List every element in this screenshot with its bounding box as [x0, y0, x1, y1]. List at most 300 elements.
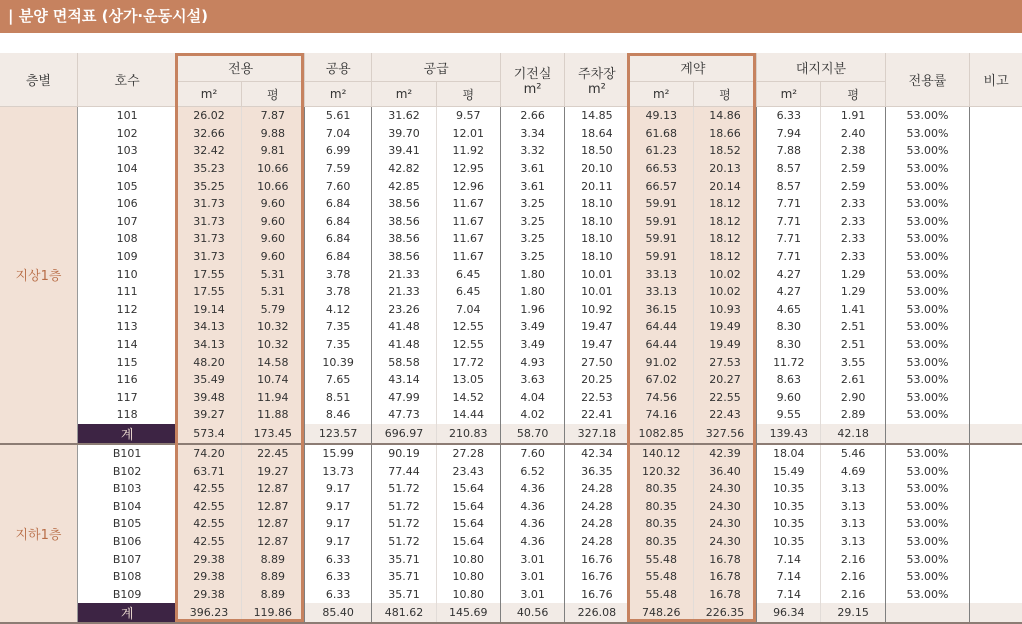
cell-contract-m2: 66.53 [629, 160, 693, 178]
cell-exclusive-m2: 26.02 [177, 107, 241, 125]
total-ratio [885, 603, 969, 623]
cell-contract-m2: 61.23 [629, 142, 693, 160]
cell-supply-pyeong: 6.45 [436, 283, 500, 301]
cell-electrical-m2: 2.66 [500, 107, 564, 125]
table-row [0, 336, 1022, 354]
cell-common-m2: 13.73 [304, 462, 371, 480]
cell-land-pyeong: 2.33 [821, 248, 885, 266]
cell-common-m2: 8.51 [304, 389, 371, 407]
cell-electrical-m2: 3.34 [500, 125, 564, 143]
cell-unit: 104 [77, 160, 176, 178]
cell-note [970, 213, 1022, 231]
cell-contract-pyeong: 22.55 [693, 389, 756, 407]
cell-land-pyeong: 2.89 [821, 406, 885, 424]
floor-label: 지상1층 [0, 107, 77, 444]
table-row [0, 248, 1022, 266]
cell-supply-pyeong: 17.72 [436, 353, 500, 371]
cell-land-m2: 7.88 [757, 142, 821, 160]
cell-land-pyeong: 3.13 [821, 497, 885, 515]
cell-common-m2: 6.33 [304, 568, 371, 586]
cell-land-m2: 7.71 [757, 248, 821, 266]
cell-supply-pyeong: 12.95 [436, 160, 500, 178]
cell-exclusive-m2: 17.55 [177, 265, 241, 283]
cell-note [970, 125, 1022, 143]
cell-note [970, 248, 1022, 266]
cell-contract-pyeong: 24.30 [693, 497, 756, 515]
cell-supply-m2: 43.14 [372, 371, 436, 389]
total-exclusive-m2: 573.4 [177, 424, 241, 444]
cell-note [970, 533, 1022, 551]
cell-land-m2: 6.33 [757, 107, 821, 125]
cell-common-m2: 7.35 [304, 318, 371, 336]
cell-supply-pyeong: 7.04 [436, 301, 500, 319]
cell-contract-m2: 80.35 [629, 497, 693, 515]
cell-contract-m2: 36.15 [629, 301, 693, 319]
cell-contract-m2: 80.35 [629, 515, 693, 533]
cell-exclusive-pyeong: 9.60 [241, 195, 304, 213]
cell-land-pyeong: 2.59 [821, 177, 885, 195]
cell-land-pyeong: 2.16 [821, 550, 885, 568]
cell-common-m2: 15.99 [304, 444, 371, 463]
area-table [0, 53, 1022, 624]
cell-note [970, 389, 1022, 407]
cell-land-pyeong: 2.33 [821, 213, 885, 231]
header-electrical-unit: m² [523, 81, 542, 97]
cell-land-pyeong: 3.13 [821, 480, 885, 498]
cell-exclusive-pyeong: 9.81 [241, 142, 304, 160]
cell-supply-m2: 39.41 [372, 142, 436, 160]
cell-unit: 105 [77, 177, 176, 195]
cell-land-m2: 4.27 [757, 265, 821, 283]
cell-ratio: 53.00% [885, 160, 969, 178]
cell-land-pyeong: 2.61 [821, 371, 885, 389]
cell-supply-m2: 35.71 [372, 585, 436, 603]
header-parking-label: 주차장 [578, 66, 616, 82]
cell-common-m2: 6.33 [304, 550, 371, 568]
cell-supply-m2: 51.72 [372, 515, 436, 533]
cell-unit: 108 [77, 230, 176, 248]
cell-common-m2: 6.84 [304, 230, 371, 248]
cell-supply-m2: 47.73 [372, 406, 436, 424]
cell-contract-m2: 67.02 [629, 371, 693, 389]
cell-ratio: 53.00% [885, 230, 969, 248]
cell-unit: 103 [77, 142, 176, 160]
cell-supply-pyeong: 11.67 [436, 230, 500, 248]
cell-contract-m2: 59.91 [629, 195, 693, 213]
cell-exclusive-pyeong: 5.31 [241, 283, 304, 301]
cell-parking-m2: 20.10 [565, 160, 629, 178]
cell-electrical-m2: 4.04 [500, 389, 564, 407]
cell-contract-pyeong: 20.27 [693, 371, 756, 389]
cell-common-m2: 9.17 [304, 515, 371, 533]
total-row [0, 603, 1022, 623]
total-parking-m2: 226.08 [565, 603, 629, 623]
cell-contract-pyeong: 42.39 [693, 444, 756, 463]
cell-exclusive-m2: 31.73 [177, 248, 241, 266]
cell-ratio: 53.00% [885, 265, 969, 283]
cell-supply-m2: 41.48 [372, 318, 436, 336]
cell-land-pyeong: 2.90 [821, 389, 885, 407]
cell-common-m2: 4.12 [304, 301, 371, 319]
cell-electrical-m2: 3.25 [500, 195, 564, 213]
cell-exclusive-m2: 19.14 [177, 301, 241, 319]
cell-common-m2: 7.59 [304, 160, 371, 178]
header-electrical-label: 기전실 [513, 66, 552, 82]
cell-contract-pyeong: 24.30 [693, 533, 756, 551]
cell-common-m2: 9.17 [304, 480, 371, 498]
cell-land-pyeong: 1.29 [821, 265, 885, 283]
cell-ratio: 53.00% [885, 125, 969, 143]
cell-exclusive-pyeong: 10.32 [241, 318, 304, 336]
cell-parking-m2: 18.64 [565, 125, 629, 143]
header-contract: 계약 [629, 53, 757, 82]
table-row [0, 283, 1022, 301]
cell-land-pyeong: 3.13 [821, 515, 885, 533]
cell-exclusive-m2: 35.25 [177, 177, 241, 195]
header-land-m2: m² [757, 82, 821, 107]
total-ratio [885, 424, 969, 444]
cell-exclusive-pyeong: 11.94 [241, 389, 304, 407]
cell-unit: 107 [77, 213, 176, 231]
cell-supply-m2: 38.56 [372, 195, 436, 213]
cell-common-m2: 6.84 [304, 195, 371, 213]
cell-ratio: 53.00% [885, 248, 969, 266]
cell-ratio: 53.00% [885, 371, 969, 389]
cell-ratio: 53.00% [885, 497, 969, 515]
cell-supply-pyeong: 9.57 [436, 107, 500, 125]
cell-supply-pyeong: 6.45 [436, 265, 500, 283]
table-row [0, 444, 1022, 463]
cell-common-m2: 7.35 [304, 336, 371, 354]
cell-supply-pyeong: 15.64 [436, 480, 500, 498]
cell-exclusive-m2: 35.23 [177, 160, 241, 178]
cell-unit: 109 [77, 248, 176, 266]
cell-ratio: 53.00% [885, 195, 969, 213]
cell-electrical-m2: 3.25 [500, 248, 564, 266]
cell-common-m2: 7.60 [304, 177, 371, 195]
table-row [0, 195, 1022, 213]
header-contract-pyeong: 평 [693, 82, 756, 107]
cell-ratio: 53.00% [885, 301, 969, 319]
cell-supply-m2: 38.56 [372, 230, 436, 248]
cell-unit: B102 [77, 462, 176, 480]
cell-land-m2: 7.71 [757, 213, 821, 231]
cell-land-m2: 9.60 [757, 389, 821, 407]
table-body [0, 107, 1022, 624]
cell-note [970, 107, 1022, 125]
cell-common-m2: 3.78 [304, 283, 371, 301]
cell-parking-m2: 16.76 [565, 568, 629, 586]
cell-ratio: 53.00% [885, 533, 969, 551]
cell-parking-m2: 24.28 [565, 515, 629, 533]
cell-exclusive-m2: 39.48 [177, 389, 241, 407]
table-row [0, 125, 1022, 143]
cell-contract-m2: 74.56 [629, 389, 693, 407]
cell-exclusive-pyeong: 11.88 [241, 406, 304, 424]
table-row [0, 550, 1022, 568]
header-exclusive: 전용 [177, 53, 305, 82]
cell-supply-pyeong: 11.67 [436, 248, 500, 266]
cell-electrical-m2: 1.80 [500, 265, 564, 283]
cell-unit: B103 [77, 480, 176, 498]
cell-land-m2: 9.55 [757, 406, 821, 424]
cell-exclusive-m2: 29.38 [177, 585, 241, 603]
cell-exclusive-pyeong: 9.88 [241, 125, 304, 143]
cell-supply-pyeong: 10.80 [436, 585, 500, 603]
cell-ratio: 53.00% [885, 213, 969, 231]
cell-land-m2: 7.14 [757, 585, 821, 603]
cell-supply-m2: 38.56 [372, 213, 436, 231]
cell-supply-m2: 21.33 [372, 283, 436, 301]
cell-land-m2: 7.14 [757, 550, 821, 568]
cell-land-m2: 8.57 [757, 177, 821, 195]
cell-note [970, 142, 1022, 160]
cell-contract-m2: 66.57 [629, 177, 693, 195]
cell-exclusive-pyeong: 10.66 [241, 160, 304, 178]
cell-common-m2: 7.65 [304, 371, 371, 389]
cell-supply-pyeong: 12.55 [436, 318, 500, 336]
cell-electrical-m2: 3.01 [500, 568, 564, 586]
cell-note [970, 301, 1022, 319]
cell-ratio: 53.00% [885, 462, 969, 480]
cell-contract-pyeong: 20.14 [693, 177, 756, 195]
cell-contract-m2: 80.35 [629, 533, 693, 551]
cell-note [970, 568, 1022, 586]
table-row [0, 585, 1022, 603]
cell-electrical-m2: 4.36 [500, 533, 564, 551]
cell-electrical-m2: 4.93 [500, 353, 564, 371]
cell-supply-pyeong: 27.28 [436, 444, 500, 463]
cell-exclusive-pyeong: 10.32 [241, 336, 304, 354]
cell-unit: 118 [77, 406, 176, 424]
cell-ratio: 53.00% [885, 107, 969, 125]
table-row [0, 177, 1022, 195]
cell-parking-m2: 22.53 [565, 389, 629, 407]
cell-electrical-m2: 3.49 [500, 318, 564, 336]
table-row [0, 371, 1022, 389]
cell-contract-pyeong: 24.30 [693, 480, 756, 498]
cell-contract-m2: 64.44 [629, 336, 693, 354]
cell-ratio: 53.00% [885, 550, 969, 568]
cell-land-m2: 10.35 [757, 533, 821, 551]
cell-exclusive-m2: 31.73 [177, 195, 241, 213]
cell-supply-pyeong: 12.01 [436, 125, 500, 143]
cell-contract-pyeong: 16.78 [693, 568, 756, 586]
cell-contract-pyeong: 14.86 [693, 107, 756, 125]
header-electrical [500, 53, 564, 107]
cell-exclusive-pyeong: 5.31 [241, 265, 304, 283]
total-land-pyeong: 42.18 [821, 424, 885, 444]
cell-exclusive-m2: 42.55 [177, 533, 241, 551]
table-row [0, 462, 1022, 480]
cell-contract-m2: 59.91 [629, 248, 693, 266]
header-parking [565, 53, 629, 107]
cell-land-pyeong: 2.38 [821, 142, 885, 160]
cell-exclusive-m2: 74.20 [177, 444, 241, 463]
table-row [0, 497, 1022, 515]
cell-unit: B108 [77, 568, 176, 586]
cell-land-pyeong: 1.29 [821, 283, 885, 301]
cell-contract-pyeong: 18.12 [693, 230, 756, 248]
total-exclusive-pyeong: 173.45 [241, 424, 304, 444]
cell-electrical-m2: 3.49 [500, 336, 564, 354]
cell-contract-pyeong: 27.53 [693, 353, 756, 371]
cell-supply-m2: 38.56 [372, 248, 436, 266]
cell-parking-m2: 18.10 [565, 248, 629, 266]
header-contract-m2: m² [629, 82, 693, 107]
total-contract-pyeong: 327.56 [693, 424, 756, 444]
cell-unit: 116 [77, 371, 176, 389]
cell-unit: 115 [77, 353, 176, 371]
cell-land-m2: 7.71 [757, 195, 821, 213]
header-land-pyeong: 평 [821, 82, 885, 107]
cell-exclusive-pyeong: 9.60 [241, 230, 304, 248]
cell-electrical-m2: 4.36 [500, 515, 564, 533]
cell-note [970, 371, 1022, 389]
cell-land-pyeong: 2.16 [821, 585, 885, 603]
cell-note [970, 177, 1022, 195]
cell-supply-m2: 51.72 [372, 497, 436, 515]
cell-unit: B107 [77, 550, 176, 568]
cell-parking-m2: 14.85 [565, 107, 629, 125]
cell-exclusive-pyeong: 8.89 [241, 568, 304, 586]
cell-parking-m2: 20.25 [565, 371, 629, 389]
cell-common-m2: 7.04 [304, 125, 371, 143]
cell-land-pyeong: 2.59 [821, 160, 885, 178]
total-contract-pyeong: 226.35 [693, 603, 756, 623]
cell-ratio: 53.00% [885, 406, 969, 424]
cell-exclusive-m2: 32.42 [177, 142, 241, 160]
cell-electrical-m2: 3.25 [500, 230, 564, 248]
cell-land-pyeong: 2.16 [821, 568, 885, 586]
total-land-m2: 139.43 [757, 424, 821, 444]
cell-ratio: 53.00% [885, 353, 969, 371]
cell-parking-m2: 20.11 [565, 177, 629, 195]
cell-land-m2: 11.72 [757, 353, 821, 371]
total-electrical-m2: 40.56 [500, 603, 564, 623]
total-label: 계 [77, 603, 176, 623]
page-title: | 분양 면적표 (상가·운동시설) [0, 0, 1022, 33]
cell-electrical-m2: 4.36 [500, 480, 564, 498]
cell-common-m2: 6.99 [304, 142, 371, 160]
total-exclusive-m2: 396.23 [177, 603, 241, 623]
cell-note [970, 195, 1022, 213]
cell-supply-pyeong: 12.55 [436, 336, 500, 354]
cell-exclusive-m2: 32.66 [177, 125, 241, 143]
cell-exclusive-pyeong: 10.74 [241, 371, 304, 389]
cell-exclusive-m2: 48.20 [177, 353, 241, 371]
cell-supply-m2: 23.26 [372, 301, 436, 319]
header-note: 비고 [970, 53, 1022, 107]
cell-exclusive-pyeong: 7.87 [241, 107, 304, 125]
cell-note [970, 336, 1022, 354]
cell-contract-pyeong: 10.93 [693, 301, 756, 319]
cell-parking-m2: 19.47 [565, 336, 629, 354]
cell-contract-m2: 55.48 [629, 568, 693, 586]
table-row [0, 160, 1022, 178]
cell-land-m2: 8.30 [757, 336, 821, 354]
cell-parking-m2: 19.47 [565, 318, 629, 336]
cell-supply-pyeong: 15.64 [436, 533, 500, 551]
cell-supply-pyeong: 23.43 [436, 462, 500, 480]
cell-supply-pyeong: 12.96 [436, 177, 500, 195]
table-row [0, 568, 1022, 586]
cell-exclusive-pyeong: 8.89 [241, 585, 304, 603]
cell-exclusive-m2: 29.38 [177, 568, 241, 586]
table-row [0, 230, 1022, 248]
cell-note [970, 462, 1022, 480]
cell-contract-m2: 80.35 [629, 480, 693, 498]
cell-parking-m2: 10.92 [565, 301, 629, 319]
cell-note [970, 160, 1022, 178]
cell-electrical-m2: 3.25 [500, 213, 564, 231]
cell-contract-m2: 49.13 [629, 107, 693, 125]
cell-exclusive-m2: 34.13 [177, 318, 241, 336]
cell-exclusive-pyeong: 9.60 [241, 213, 304, 231]
cell-land-m2: 8.30 [757, 318, 821, 336]
cell-contract-m2: 64.44 [629, 318, 693, 336]
total-common-m2: 123.57 [304, 424, 371, 444]
cell-exclusive-pyeong: 14.58 [241, 353, 304, 371]
cell-note [970, 585, 1022, 603]
cell-parking-m2: 42.34 [565, 444, 629, 463]
cell-supply-pyeong: 13.05 [436, 371, 500, 389]
cell-land-m2: 7.94 [757, 125, 821, 143]
cell-contract-pyeong: 10.02 [693, 283, 756, 301]
cell-note [970, 406, 1022, 424]
cell-unit: 110 [77, 265, 176, 283]
cell-contract-m2: 140.12 [629, 444, 693, 463]
header-common: 공용 [304, 53, 371, 82]
cell-parking-m2: 24.28 [565, 497, 629, 515]
cell-exclusive-m2: 42.55 [177, 480, 241, 498]
cell-land-m2: 10.35 [757, 515, 821, 533]
cell-land-m2: 8.57 [757, 160, 821, 178]
cell-contract-m2: 59.91 [629, 213, 693, 231]
cell-contract-m2: 55.48 [629, 585, 693, 603]
cell-contract-pyeong: 22.43 [693, 406, 756, 424]
cell-ratio: 53.00% [885, 585, 969, 603]
cell-land-m2: 4.65 [757, 301, 821, 319]
cell-note [970, 550, 1022, 568]
cell-exclusive-pyeong: 19.27 [241, 462, 304, 480]
header-unit: 호수 [77, 53, 176, 107]
cell-land-m2: 7.14 [757, 568, 821, 586]
total-land-m2: 96.34 [757, 603, 821, 623]
table-row [0, 480, 1022, 498]
cell-contract-pyeong: 19.49 [693, 318, 756, 336]
cell-common-m2: 10.39 [304, 353, 371, 371]
cell-parking-m2: 24.28 [565, 480, 629, 498]
cell-contract-m2: 33.13 [629, 283, 693, 301]
cell-contract-m2: 74.16 [629, 406, 693, 424]
cell-ratio: 53.00% [885, 515, 969, 533]
cell-land-pyeong: 4.69 [821, 462, 885, 480]
table-row [0, 515, 1022, 533]
cell-supply-m2: 42.85 [372, 177, 436, 195]
cell-land-m2: 15.49 [757, 462, 821, 480]
cell-electrical-m2: 1.80 [500, 283, 564, 301]
header-floor: 층별 [0, 53, 77, 107]
cell-parking-m2: 16.76 [565, 585, 629, 603]
cell-land-pyeong: 2.40 [821, 125, 885, 143]
cell-unit: 111 [77, 283, 176, 301]
cell-supply-m2: 90.19 [372, 444, 436, 463]
cell-exclusive-m2: 39.27 [177, 406, 241, 424]
cell-contract-m2: 61.68 [629, 125, 693, 143]
header-common-m2: m² [304, 82, 371, 107]
cell-note [970, 480, 1022, 498]
